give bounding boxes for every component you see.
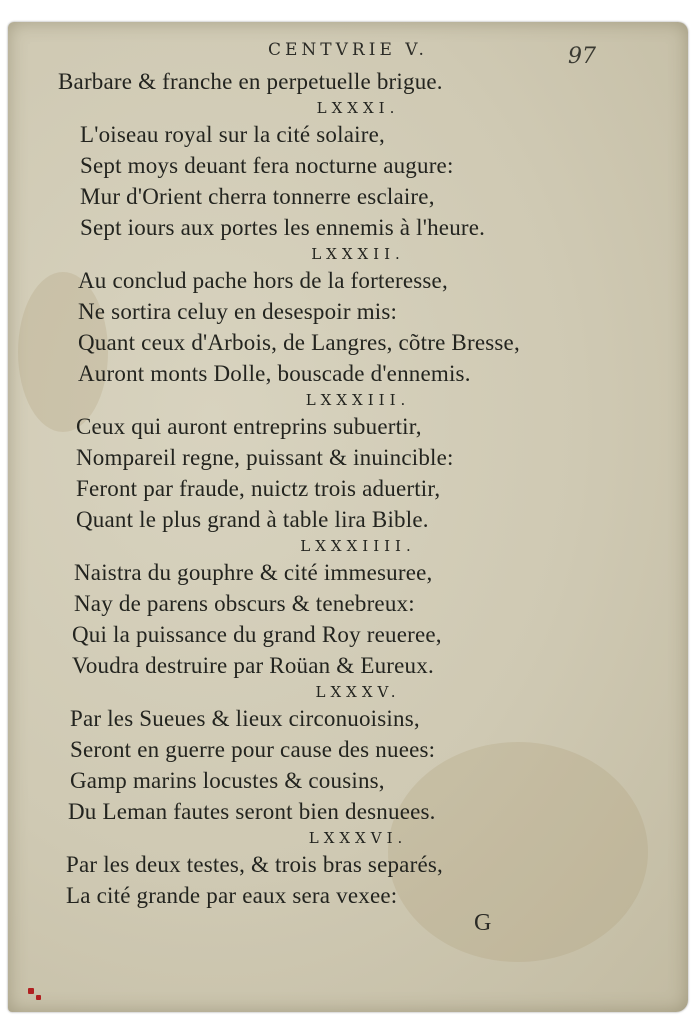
verse-line: Du Leman fautes seront bien desnuees. (68, 799, 436, 824)
verse-line: Quant ceux d'Arbois, de Langres, cõtre Bresse, (78, 330, 520, 355)
quatrain-numeral: LXXXI. (316, 99, 400, 117)
folio-number: 97 (568, 44, 596, 69)
verse-line: Naistra du gouphre & cité immesuree, (74, 560, 433, 585)
verse-line: Mur d'Orient cherra tonnerre esclaire, (80, 184, 435, 209)
quatrain-numeral: LXXXV. (315, 683, 401, 701)
verse-line: Par les Sueues & lieux circonuoisins, (70, 706, 420, 731)
verse-line: Barbare & franche en perpetuelle brigue. (58, 69, 443, 94)
verse-line: Qui la puissance du grand Roy reueree, (72, 622, 442, 647)
verse-line: Seront en guerre pour cause des nuees: (70, 737, 436, 762)
verse-line: Nay de parens obscurs & tenebreux: (74, 591, 415, 616)
verse-line: Auront monts Dolle, bouscade d'ennemis. (78, 361, 471, 386)
verse-line: La cité grande par eaux sera vexee: (66, 883, 398, 908)
verse-line: Quant le plus grand à table lira Bible. (76, 507, 429, 532)
verse-line: Gamp marins locustes & cousins, (70, 768, 385, 793)
red-ink-mark (28, 988, 34, 994)
quatrain-numeral: LXXXIII. (305, 391, 411, 409)
verse-line: Voudra destruire par Roüan & Eureux. (72, 653, 434, 678)
verse-line: Sept moys deuant fera nocturne augure: (80, 153, 454, 178)
signature-mark: G (474, 910, 492, 936)
book-page (8, 22, 688, 1012)
quatrain-numeral: LXXXIIII. (300, 537, 416, 555)
verse-line: Sept iours aux portes les ennemis à l'heure. (80, 215, 486, 240)
verse-line: Au conclud pache hors de la forteresse, (78, 268, 448, 293)
verse-line: Feront par fraude, nuictz trois aduertir, (76, 476, 441, 501)
verse-line: Par les deux testes, & trois bras separés, (66, 852, 443, 877)
verse-line: Ceux qui auront entreprins subuertir, (76, 414, 422, 439)
red-ink-mark (36, 995, 41, 1000)
verse-text (58, 66, 658, 911)
verse-line: Ne sortira celuy en desespoir mis: (78, 299, 398, 324)
verse-line: Nompareil regne, puissant & inuincible: (76, 445, 454, 470)
quatrain-numeral: LXXXVI. (308, 829, 408, 847)
quatrain-numeral: LXXXII. (311, 245, 405, 263)
running-title: CENTVRIE V. (268, 40, 428, 60)
verse-line: L'oiseau royal sur la cité solaire, (80, 122, 385, 147)
